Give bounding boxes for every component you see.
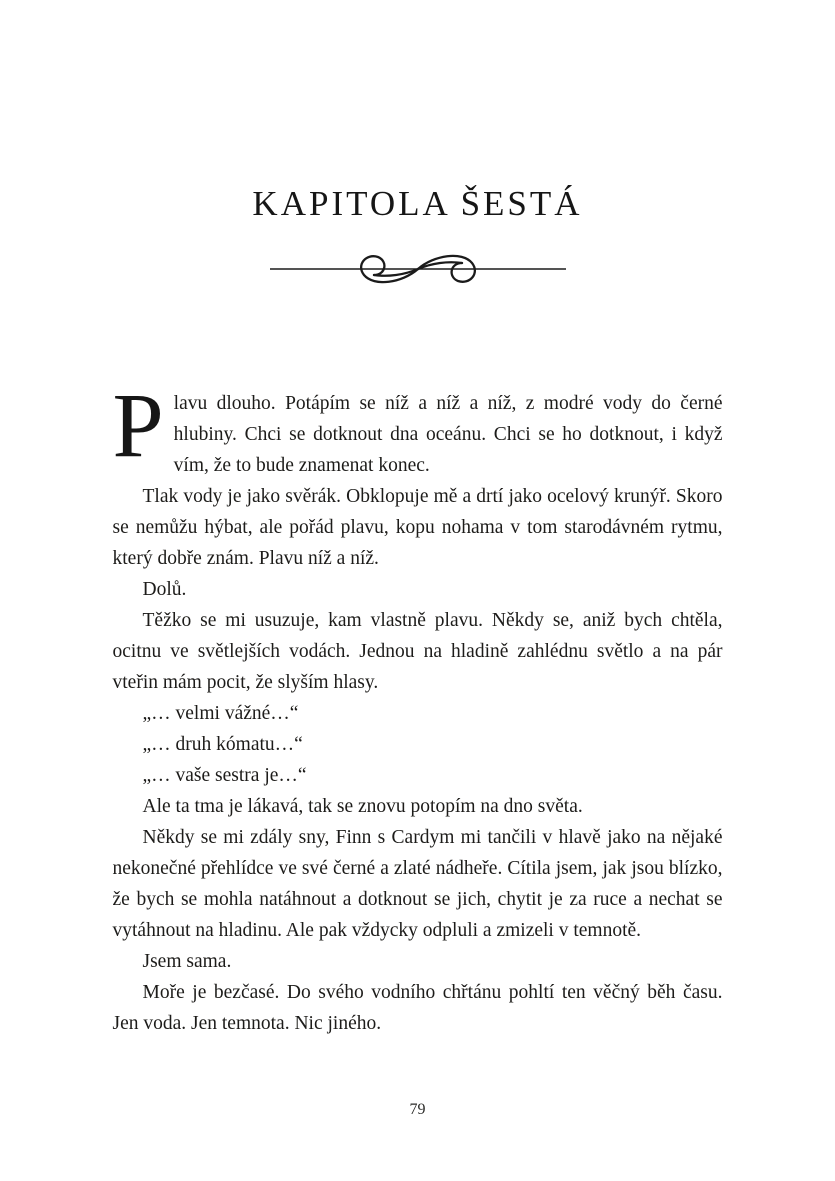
dialogue-line: „… velmi vážné…“ (142, 703, 299, 725)
paragraph: Moře je bezčasé. Do svého vodního chřtánu pohltí ten věčný běh času. Jen voda. Jen temnota. Nic jiného. (112, 982, 723, 1035)
paragraph: Ale ta tma je lákavá, tak se znovu potopím na dno světa. (142, 796, 583, 818)
chapter-title: KAPITOLA ŠESTÁ (252, 184, 583, 223)
paragraph (112, 374, 723, 481)
paragraph: Dolů. (142, 579, 187, 601)
drop-cap: P (112, 374, 164, 477)
paragraph: Tlak vody je jako svěrák. Obklopuje mě a drtí jako ocelový krunýř. Skoro se nemůžu hýbat, ale pořád plavu, kopu nohama v tom starodávném rytmu, který dobře znám. Plavu níž a níž. (112, 486, 723, 570)
dialogue-line: „… vaše sestra je…“ (142, 765, 307, 787)
paragraph: Někdy se mi zdály sny, Finn s Cardym mi tančili v hlavě jako na nějaké nekonečné přehlídce ve své černé a zlaté nádheře. Cítila jsem, jak jsou blízko, že bych se mohla natáhnout a dotknout se jich, chytit je za ruce a nechat se vytáhnout na hladinu. Ale pak vždycky odpluli a zmizeli v temnotě. (112, 827, 723, 942)
body-text (112, 374, 723, 1039)
calligraphic-flourish-icon (268, 244, 568, 294)
chapter-ornament (0, 244, 835, 294)
paragraph-text: lavu dlouho. Potápím se níž a níž a níž, z modré vody do černé hlubiny. Chci se dotknout dna oceánu. Chci se ho dotknout, i když vím, že to bude znamenat konec. (173, 393, 723, 477)
paragraph: Těžko se mi usuzuje, kam vlastně plavu. Někdy se, aniž bych chtěla, ocitnu ve světlejších vodách. Jednou na hladině zahlédnu světlo a na pár vteřin mám pocit, že slyším hlasy. (112, 610, 723, 694)
paragraph: Jsem sama. (142, 951, 232, 973)
page-number: 79 (409, 1101, 426, 1118)
dialogue-line: „… druh kómatu…“ (142, 734, 303, 756)
